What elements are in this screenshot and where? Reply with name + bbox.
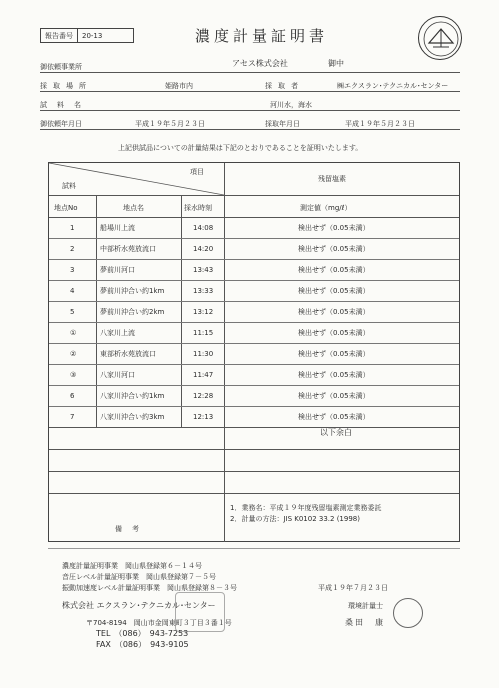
client-label: 御依頼事業所 <box>40 63 82 71</box>
vline-no-col <box>96 195 97 427</box>
company-tel: TEL （086） 943-7253 <box>96 629 189 638</box>
remarks-line-2: 2．計量の方法：JIS K0102 33.2 (1998) <box>230 515 360 523</box>
vline-name-col <box>181 195 182 427</box>
row-divider <box>49 343 459 344</box>
footer-divider <box>48 548 460 549</box>
remarks-line-1: 1．業務名：平成１９年度残留塩素測定業務委託 <box>230 504 382 512</box>
vline-remarks <box>224 427 225 542</box>
registration-3: 振動加速度レベル計量証明事業 岡山県登録第８－３号 <box>62 584 237 592</box>
row-value: 検出せず（0.05未満） <box>298 266 370 274</box>
seal-logo-icon <box>418 16 462 60</box>
row-divider <box>49 364 459 365</box>
row-value: 検出せず（0.05未満） <box>298 329 370 337</box>
place-value: 姫路市内 <box>165 82 193 90</box>
place-underline <box>40 91 460 92</box>
row-no: 5 <box>70 308 75 316</box>
report-number-value: 20-13 <box>77 29 133 42</box>
client-suffix: 御中 <box>328 59 344 68</box>
row-name: 八家川沖合い約3km <box>100 413 165 421</box>
issue-date: 平成１９年７月２３日 <box>318 584 388 592</box>
registration-2: 音圧レベル計量証明事業 岡山県登録第７－５号 <box>62 573 216 581</box>
report-number-box <box>40 28 134 43</box>
row-value: 検出せず（0.05未満） <box>298 413 370 421</box>
place-label: 採取場所 <box>40 82 92 90</box>
row-no: 3 <box>70 266 75 274</box>
hline-blank-2 <box>49 471 459 472</box>
row-time: 13:33 <box>193 287 214 295</box>
row-value: 検出せず（0.05未満） <box>298 371 370 379</box>
row-no: 1 <box>70 224 75 232</box>
row-time: 12:13 <box>193 413 214 421</box>
request-date-label: 御依頼年月日 <box>40 120 82 128</box>
row-divider <box>49 259 459 260</box>
row-name: 中部析水苑放流口 <box>100 245 156 253</box>
vline-value-col <box>224 163 225 427</box>
row-no: 7 <box>70 413 75 421</box>
row-time: 11:30 <box>193 350 214 358</box>
row-time: 14:20 <box>193 245 214 253</box>
row-time: 11:47 <box>193 371 214 379</box>
hline-header <box>49 195 459 196</box>
row-time: 13:12 <box>193 308 214 316</box>
row-divider <box>49 280 459 281</box>
row-divider <box>49 301 459 302</box>
row-time: 11:15 <box>193 329 214 337</box>
row-name: 夢前川沖合い約2km <box>100 308 165 316</box>
sampling-date-label: 採取年月日 <box>265 120 300 128</box>
row-value: 検出せず（0.05未満） <box>298 392 370 400</box>
sampling-date-value: 平成１９年５月２３日 <box>345 120 415 128</box>
row-divider <box>49 385 459 386</box>
hline-below-rows <box>49 427 459 428</box>
client-underline <box>40 72 460 73</box>
hline-blank-3 <box>49 493 459 494</box>
company-stamp-icon <box>175 592 225 632</box>
below-blank: 以下余白 <box>320 428 352 437</box>
row-no: 4 <box>70 287 75 295</box>
col-time-header: 採水時刻 <box>184 204 212 212</box>
sampler-value: ㈱エクスラン･テクニカル･センター <box>337 82 449 90</box>
row-no: 6 <box>70 392 75 400</box>
row-name: 八家川沖合い約1km <box>100 392 165 400</box>
row-value: 検出せず（0.05未満） <box>298 245 370 253</box>
row-no: ② <box>70 350 77 358</box>
row-name: 夢前川河口 <box>100 266 135 274</box>
signer-name: 桑田 康 <box>345 618 385 627</box>
client-value: アセス株式会社 <box>232 59 288 68</box>
hline-colheader <box>49 217 459 218</box>
sampler-label: 採取者 <box>265 82 304 90</box>
col-name-header: 地点名 <box>123 204 144 212</box>
hline-blank-1 <box>49 449 459 450</box>
col-no-header: 地点No <box>54 204 78 212</box>
header-item-label: 項目 <box>190 168 204 176</box>
row-divider <box>49 238 459 239</box>
request-date-value: 平成１９年５月２３日 <box>135 120 205 128</box>
header-sample-label: 試料 <box>62 182 76 190</box>
row-name: 夢前川沖合い約1km <box>100 287 165 295</box>
company-name: 株式会社 エクスラン･テクニカル･センター <box>62 601 216 610</box>
row-value: 検出せず（0.05未満） <box>298 287 370 295</box>
remarks-label: 備考 <box>115 525 149 533</box>
page-title: 濃度計量証明書 <box>195 27 329 45</box>
row-divider <box>49 322 459 323</box>
row-no: 2 <box>70 245 75 253</box>
row-time: 13:43 <box>193 266 214 274</box>
row-no: ③ <box>70 371 77 379</box>
row-value: 検出せず（0.05未満） <box>298 224 370 232</box>
certification-statement: 上記供試品についての計量結果は下記のとおりであることを証明いたします。 <box>118 144 363 152</box>
row-divider <box>49 406 459 407</box>
row-name: 八家川河口 <box>100 371 135 379</box>
row-value: 検出せず（0.05未満） <box>298 308 370 316</box>
date-underline <box>40 129 460 130</box>
sample-label: 試料名 <box>40 101 91 109</box>
personal-seal-icon <box>393 598 423 628</box>
row-time: 12:28 <box>193 392 214 400</box>
row-name: 東部析水苑放流口 <box>100 350 156 358</box>
registration-1: 濃度計量証明事業 岡山県登録第６－１４号 <box>62 562 202 570</box>
report-number-label: 報告番号 <box>45 32 73 40</box>
row-name: 八家川上流 <box>100 329 135 337</box>
col-value-header: 測定値（mg/ℓ） <box>300 204 352 212</box>
company-fax: FAX （086） 943-9105 <box>96 640 189 649</box>
row-no: ① <box>70 329 77 337</box>
sample-underline <box>40 110 460 111</box>
env-measurer-title: 環境計量士 <box>348 602 383 610</box>
company-address: 〒704-8194 岡山市金岡東町３丁目３番１号 <box>86 619 232 627</box>
header-item-value: 残留塩素 <box>318 175 346 183</box>
row-value: 検出せず（0.05未満） <box>298 350 370 358</box>
row-name: 船場川上流 <box>100 224 135 232</box>
sample-value: 河川水，海水 <box>270 101 312 109</box>
row-time: 14:08 <box>193 224 214 232</box>
